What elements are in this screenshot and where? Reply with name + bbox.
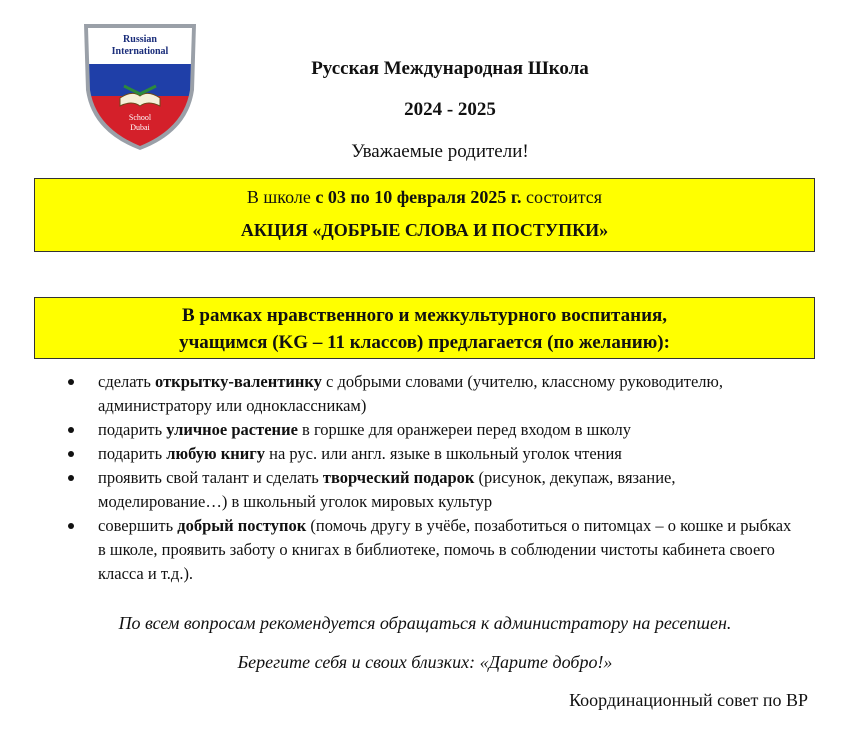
intro-line-2: учащимся (KG – 11 классов) предлагается (по желанию): bbox=[179, 332, 670, 353]
announcement-prefix: В школе bbox=[246, 187, 316, 207]
svg-text:Dubai: Dubai bbox=[130, 123, 150, 132]
intro-line-1: В рамках нравственного и межкультурного воспитания, bbox=[181, 305, 668, 326]
shield-logo-icon bbox=[80, 20, 200, 150]
task-text: в горшке для оранжереи перед входом в школу bbox=[297, 420, 632, 439]
advice-text: По всем вопросам рекомендуется обращаться к администратору на ресепшен. bbox=[118, 613, 732, 633]
task-list bbox=[60, 370, 800, 586]
school-logo bbox=[80, 20, 200, 150]
task-highlight: уличное растение bbox=[166, 420, 298, 439]
task-text: подарить bbox=[98, 420, 167, 439]
list-item bbox=[60, 514, 800, 586]
campaign-title: АКЦИЯ «ДОБРЫЕ СЛОВА И ПОСТУПКИ» bbox=[240, 220, 609, 240]
list-item bbox=[60, 370, 800, 418]
greeting: Уважаемые родители! bbox=[351, 141, 529, 162]
list-item bbox=[60, 418, 800, 442]
bullet-icon bbox=[68, 451, 74, 457]
signature: Координационный совет по ВР bbox=[569, 690, 808, 710]
task-highlight: любую книгу bbox=[166, 444, 265, 463]
school-years: 2024 - 2025 bbox=[404, 99, 496, 120]
task-text: (помочь другу в учёбе, позаботиться о питомцах – о кошке и рыбках в школе, проявить заботу о книгах в библиотеке, помочь в соблюдении чистоты кабинета своего класса и т.д.). bbox=[98, 516, 792, 583]
school-name: Русская Международная Школа bbox=[311, 58, 589, 79]
bullet-icon bbox=[68, 475, 74, 481]
task-text: подарить bbox=[98, 444, 167, 463]
svg-text:School: School bbox=[128, 113, 152, 122]
announcement-suffix: состоится bbox=[521, 187, 603, 207]
intro-box bbox=[34, 297, 815, 359]
list-item bbox=[60, 442, 800, 466]
task-text: с добрыми словами (учителю, классному руководителю, администратору или одноклассникам) bbox=[98, 372, 723, 415]
bullet-icon bbox=[68, 379, 74, 385]
task-highlight: добрый поступок bbox=[177, 516, 307, 535]
task-text: проявить свой талант и сделать bbox=[98, 468, 323, 487]
task-text: (рисунок, декупаж, вязание, моделирование…) в школьный уголок мировых культур bbox=[98, 468, 676, 511]
announcement-dates: с 03 по 10 февраля 2025 г. bbox=[315, 187, 522, 207]
task-highlight: творческий подарок bbox=[322, 468, 475, 487]
motto-text: Берегите себя и своих близких: «Дарите добро!» bbox=[237, 652, 613, 672]
task-highlight: открытку-валентинку bbox=[155, 372, 322, 391]
task-text: совершить bbox=[98, 516, 178, 535]
svg-text:Russian: Russian bbox=[123, 34, 157, 45]
list-item bbox=[60, 466, 800, 514]
announcement-line bbox=[35, 187, 814, 208]
bullet-icon bbox=[68, 427, 74, 433]
svg-text:International: International bbox=[111, 46, 169, 57]
task-text: сделать bbox=[98, 372, 156, 391]
task-text: на рус. или англ. языке в школьный уголок чтения bbox=[265, 444, 622, 463]
announcement-box bbox=[34, 178, 815, 252]
bullet-icon bbox=[68, 523, 74, 529]
